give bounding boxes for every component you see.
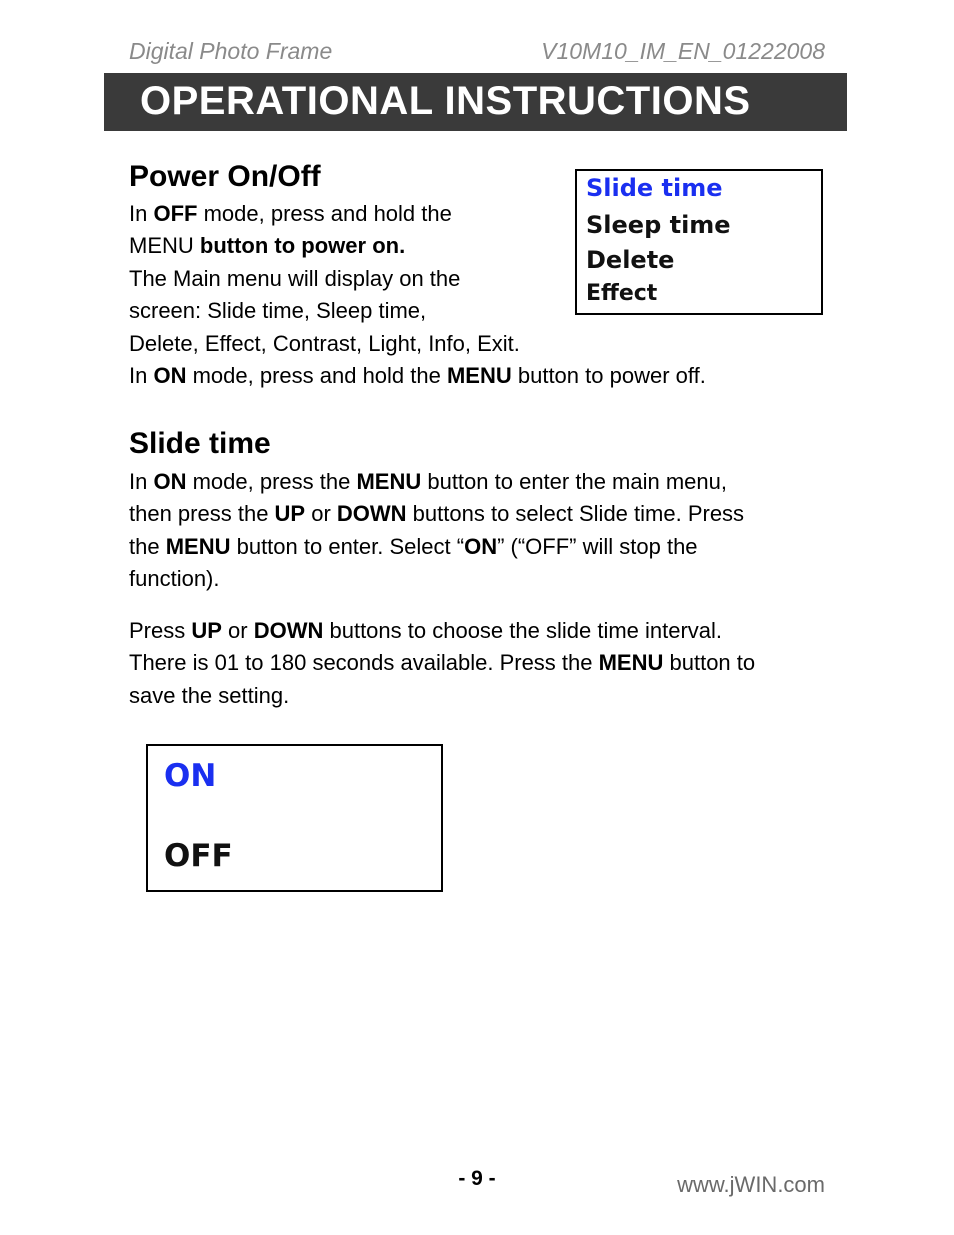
text-line (129, 466, 744, 498)
bold-term: MENU (356, 469, 422, 494)
option-off: OFF (164, 838, 233, 874)
running-header (129, 38, 825, 68)
slide-time-paragraph-2 (129, 615, 755, 712)
text-line (129, 360, 706, 392)
text-run: or (305, 501, 337, 527)
text-run: In (129, 363, 154, 389)
bold-term: MENU (446, 363, 512, 389)
text-run: button to (663, 650, 756, 676)
page-number: - 9 - (458, 1167, 496, 1190)
bold-term: DOWN (336, 501, 407, 527)
menu-item-delete: Delete (586, 246, 675, 274)
footer-url: www.jWIN.com (677, 1172, 825, 1197)
bold-term: OFF (153, 201, 198, 226)
text-run: or (221, 618, 254, 643)
bold-term: MENU (165, 533, 231, 559)
text-run: Press (129, 618, 192, 643)
text-run: buttons to select Slide time. Press (406, 501, 745, 527)
bold-term: ON (153, 363, 187, 389)
text-run: screen: Slide time, Sleep time, (129, 298, 427, 324)
bold-term: ON (464, 533, 498, 559)
text-run: buttons to choose the slide time interval. (323, 618, 723, 643)
text-line (129, 615, 755, 647)
section-banner (104, 73, 847, 131)
document-code: V10M10_IM_EN_01222008 (541, 38, 825, 64)
bold-term: button to power on. (193, 233, 406, 259)
slide-time-paragraph-1 (129, 466, 744, 596)
text-line (129, 647, 755, 679)
main-menu-screenshot (575, 169, 823, 315)
bold-term: UP (274, 501, 306, 527)
text-line (129, 563, 744, 595)
slide-time-section-title: Slide time (129, 427, 271, 460)
bold-term: UP (191, 618, 222, 643)
text-run: ” (“OFF” will stop the (497, 533, 698, 559)
text-run: Delete, Effect, Contrast, Light, Info, Exit. (129, 330, 520, 356)
bold-term: ON (153, 469, 187, 494)
text-run: In (129, 469, 154, 494)
text-line (129, 680, 755, 712)
text-run: mode, press and hold the (186, 363, 447, 389)
menu-item-sleep-time: Sleep time (586, 211, 731, 239)
text-run: button to enter the main menu, (421, 469, 727, 494)
text-run: In (129, 201, 154, 226)
bold-term: DOWN (253, 618, 324, 643)
text-run: function). (129, 566, 220, 592)
text-line (129, 328, 706, 360)
option-on: ON (164, 758, 217, 794)
text-run: MENU (129, 233, 194, 259)
text-run: button to enter. Select “ (230, 533, 465, 559)
text-run: mode, press the (186, 469, 357, 494)
text-run: There is 01 to 180 seconds available. Press the (129, 650, 599, 676)
power-section-title: Power On/Off (129, 160, 321, 193)
text-run: The Main menu will display on the (129, 265, 461, 291)
menu-item-effect: Effect (586, 281, 658, 306)
bold-term: MENU (598, 650, 664, 676)
on-off-screenshot (146, 744, 443, 892)
text-run: save the setting. (129, 682, 290, 708)
text-line (129, 531, 744, 563)
text-line (129, 498, 744, 530)
text-run: then press the (129, 501, 275, 527)
text-run: button to power off. (511, 363, 706, 389)
text-run: the (129, 533, 166, 559)
document-title: Digital Photo Frame (129, 38, 333, 64)
menu-item-slide-time: Slide time (586, 174, 723, 202)
banner-title: OPERATIONAL INSTRUCTIONS (140, 79, 751, 123)
text-run: mode, press and hold the (197, 201, 452, 226)
